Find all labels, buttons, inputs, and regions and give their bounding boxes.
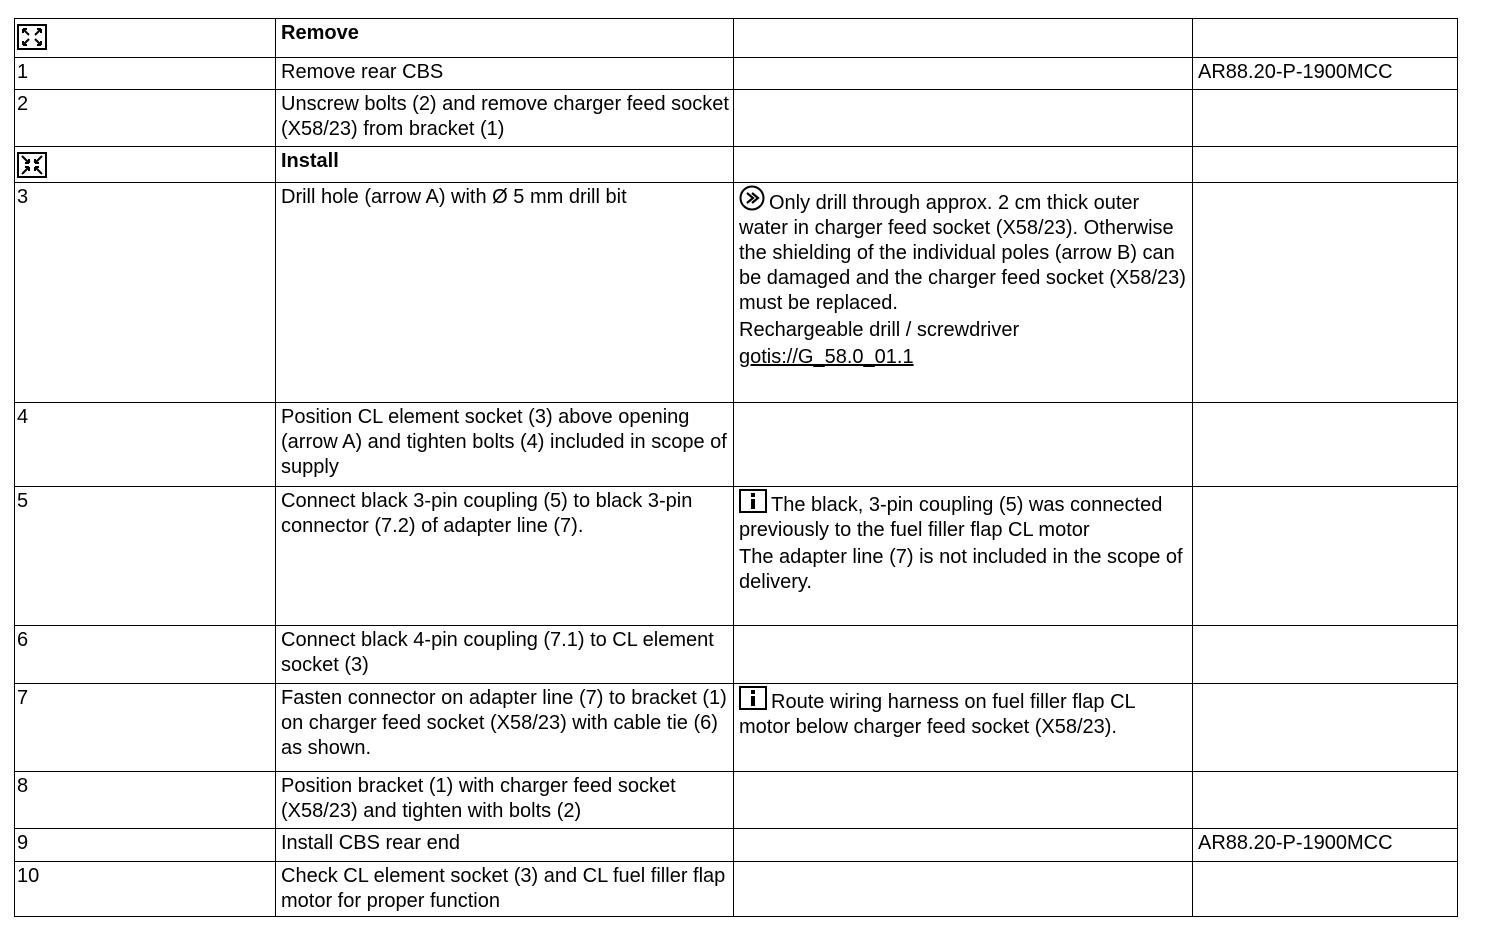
step-row-3 [15, 183, 1458, 403]
step-row-10 [15, 862, 1458, 917]
step-number: 9 [15, 829, 276, 862]
step-number: 4 [15, 403, 276, 487]
step-text: Connect black 4-pin coupling (7.1) to CL element socket (3) [276, 626, 734, 684]
info-text-2: The adapter line (7) is not included in the scope of delivery. [739, 546, 1183, 593]
empty-cell [734, 862, 1193, 917]
caution-text: Only drill through approx. 2 cm thick outer water in charger feed socket (X58/23). Otherwise the shielding of the individual poles (arrow B) can be damaged and the charger feed socket (X58/23) must be replaced. [739, 192, 1186, 314]
empty-cell [1193, 90, 1458, 147]
remove-icon-cell [15, 19, 276, 58]
empty-cell [1193, 147, 1458, 183]
empty-cell [734, 90, 1193, 147]
empty-cell [734, 626, 1193, 684]
step-number: 2 [15, 90, 276, 147]
step-text: Install CBS rear end [276, 829, 734, 862]
caution-icon [739, 185, 765, 211]
tool-link[interactable]: gotis://G_58.0_01.1 [739, 346, 914, 368]
install-icon [17, 152, 47, 178]
empty-cell [734, 829, 1193, 862]
step-row-9 [15, 829, 1458, 862]
step-number: 7 [15, 684, 276, 772]
step-number: 1 [15, 58, 276, 90]
step-row-2 [15, 90, 1458, 147]
step-text: Fasten connector on adapter line (7) to bracket (1) on charger feed socket (X58/23) with cable tie (6) as shown. [276, 684, 734, 772]
step-reference: AR88.20-P-1900MCC [1193, 829, 1458, 862]
step-text: Remove rear CBS [276, 58, 734, 90]
empty-cell [1193, 626, 1458, 684]
step-row-4 [15, 403, 1458, 487]
step-text: Check CL element socket (3) and CL fuel filler flap motor for proper function [276, 862, 734, 917]
info-note [739, 489, 1188, 543]
step-text: Position CL element socket (3) above opening (arrow A) and tighten bolts (4) included in scope of supply [276, 403, 734, 487]
empty-cell [1193, 772, 1458, 829]
step-row-8 [15, 772, 1458, 829]
empty-cell [1193, 183, 1458, 403]
info-icon [739, 489, 767, 513]
section-title-remove: Remove [276, 19, 734, 58]
empty-cell [734, 19, 1193, 58]
empty-cell [734, 403, 1193, 487]
caution-note [739, 185, 1188, 316]
empty-cell [734, 772, 1193, 829]
step-reference: AR88.20-P-1900MCC [1193, 58, 1458, 90]
info-text: Route wiring harness on fuel filler flap CL motor below charger feed socket (X58/23). [739, 691, 1135, 738]
step-number: 5 [15, 487, 276, 626]
tool-name: Rechargeable drill / screwdriver [739, 319, 1020, 341]
section-row-install [15, 147, 1458, 183]
empty-cell [734, 147, 1193, 183]
info-note [739, 686, 1188, 740]
empty-cell [1193, 19, 1458, 58]
step-row-1 [15, 58, 1458, 90]
step-text: Connect black 3-pin coupling (5) to black 3-pin connector (7.2) of adapter line (7). [276, 487, 734, 626]
empty-cell [1193, 403, 1458, 487]
step-note [734, 487, 1193, 626]
info-text: The black, 3-pin coupling (5) was connected previously to the fuel filler flap CL motor [739, 494, 1163, 541]
info-icon [739, 686, 767, 710]
install-icon-cell [15, 147, 276, 183]
empty-cell [1193, 684, 1458, 772]
step-row-7 [15, 684, 1458, 772]
remove-icon [17, 24, 47, 50]
step-number: 6 [15, 626, 276, 684]
step-note [734, 684, 1193, 772]
step-number: 3 [15, 183, 276, 403]
empty-cell [734, 58, 1193, 90]
step-text: Position bracket (1) with charger feed socket (X58/23) and tighten with bolts (2) [276, 772, 734, 829]
step-text: Drill hole (arrow A) with Ø 5 mm drill bit [276, 183, 734, 403]
empty-cell [1193, 862, 1458, 917]
empty-cell [1193, 487, 1458, 626]
section-row-remove [15, 19, 1458, 58]
step-row-5 [15, 487, 1458, 626]
step-row-6 [15, 626, 1458, 684]
procedure-table [14, 18, 1458, 917]
step-text: Unscrew bolts (2) and remove charger feed socket (X58/23) from bracket (1) [276, 90, 734, 147]
section-title-install: Install [276, 147, 734, 183]
step-number: 8 [15, 772, 276, 829]
step-note [734, 183, 1193, 403]
step-number: 10 [15, 862, 276, 917]
